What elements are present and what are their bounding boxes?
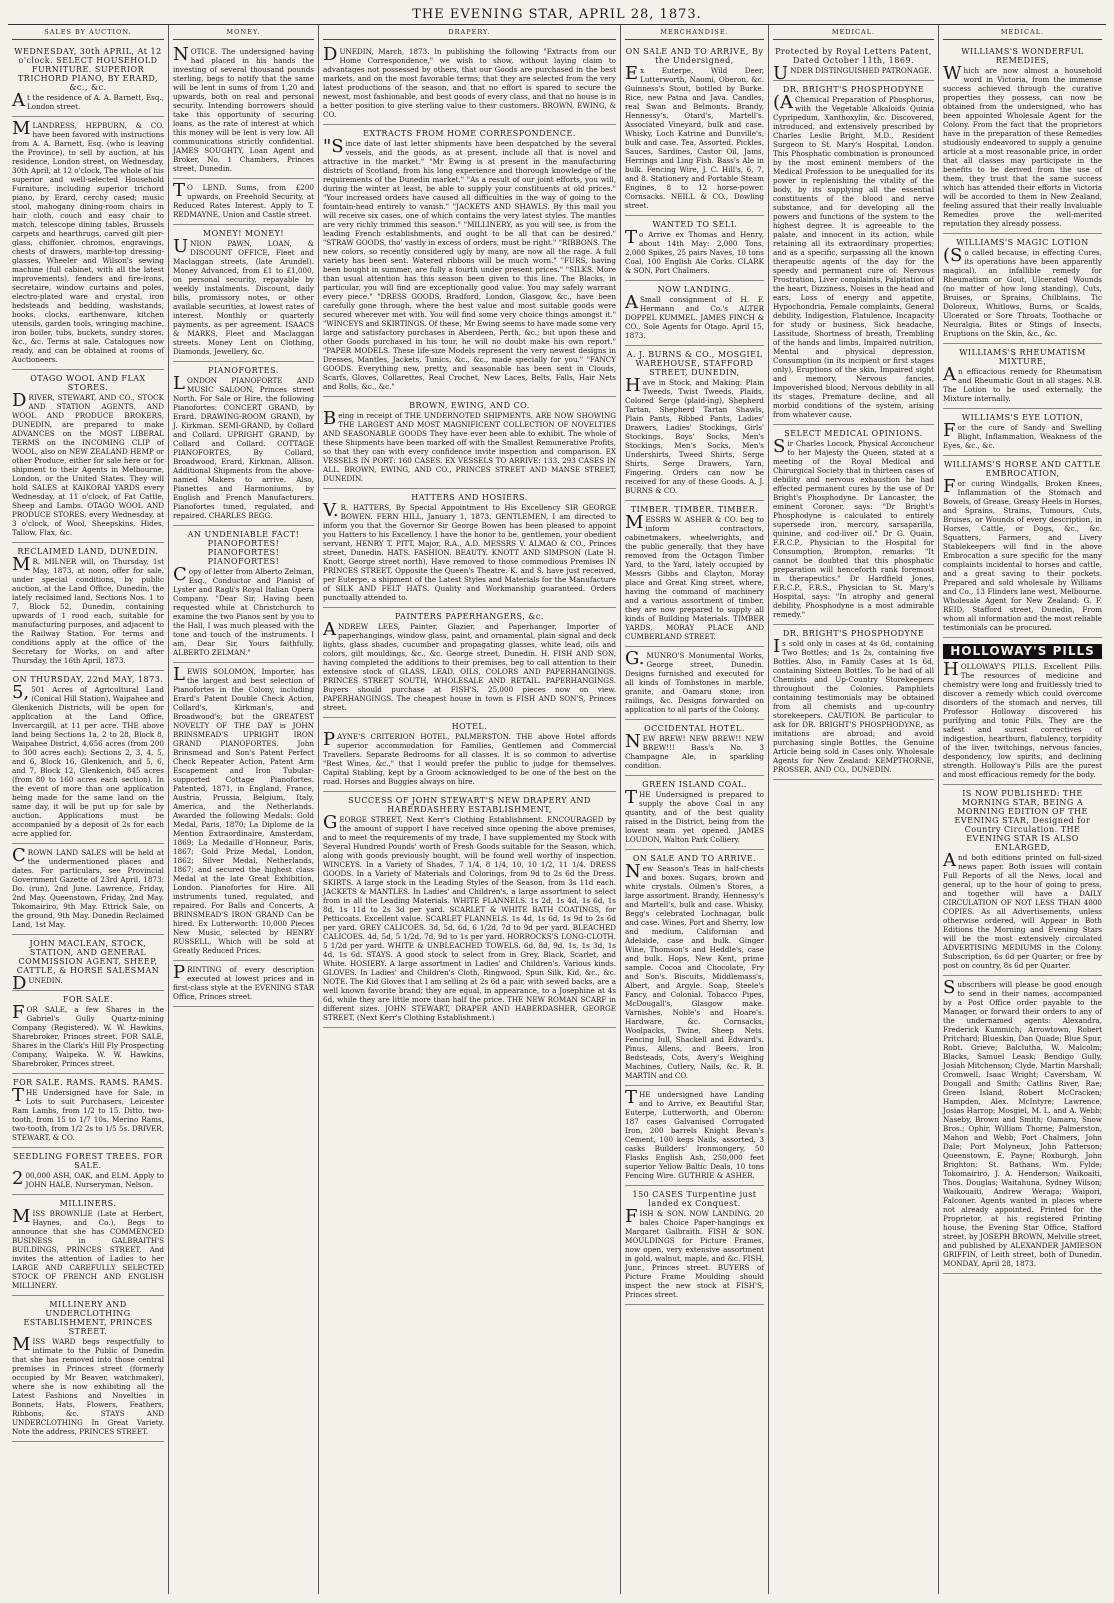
advertisement-body: NEW BREW! NEW BREW!! NEW BREW!!! Bass's No. 3 Champagne Ale, in sparkling condition.	[625, 731, 764, 770]
advertisement-body: An efficacious remedy for Rheumatism and Rheumatic Gout in all stages. N.B. The Lotion to be used externally, the Mixture internally.	[943, 364, 1102, 403]
advertisement-title: BROWN, EWING, AND CO.	[409, 401, 530, 410]
advertisement	[943, 409, 1102, 456]
advertisement-title: MILLINERY AND UNDERCLOTHING ESTABLISHMENT, PRINCES STREET.	[23, 1300, 153, 1336]
advertisement-body: DUNEDIN.	[12, 973, 63, 994]
advertisement-title: WILLIAMS'S HORSE AND CATTLE EMBROCATION,	[944, 460, 1101, 478]
advertisement-body: To Arrive ex Thomas and Henry, about 14th May: 2,000 Tons, 2,000 Spikes, 25 pairs Naves, 10 tons Coal, 100 English Ale Corks. CLARK & SON, Port Chalmers.	[625, 227, 764, 275]
advertisement-body: (AChemical Preparation of Phosphorus, with the Vegetable Alkaloids Quinia Cypripedum, Xanthoxylin, &c. Discovered, introduced, and extensively prescribed by Charles Leslie Bright, M.D., Resident Surgeon to St. Mary's Hospital, London. This Phosphatic combination is pronounced by the most eminent members of the Medical Profession to be unequalled for its power in replenishing the vitality of the body, by its supplying all the essential constituents of the blood and nerve substance, and for developing all the powers and functions of the system to the highest degree. It is agreeable to the palate, and innocent in its action, while retaining all its extraordinary properties; and as a specific, surpassing all the known therapeutic agents of the day for the speedy and permanent cure of: Nervous Prostration, Liver complaints, Palpitation of the heart, Dizziness, Noises in the head and ears, Loss of energy and appetite, Hypochondria, Female complaints, General debility, Indigestion, Flatulence, Incapacity for study or business, Sick headache, Lassitude, Shortness of breath, Trembling of the hands and limbs, Impaired nutrition, Mental and physical depression, Consumption (in its incipient or first stages only), Eruptions of the skin, Impaired sight and memory, Nervous fancies, Impoverished blood, Nervous debility in all its stages, Premature decline, and all morbid conditions of the system, arising from whatever cause.	[773, 92, 934, 419]
advertisement	[12, 991, 164, 1074]
advertisement	[943, 234, 1102, 344]
advertisement-title: WILLIAMS'S MAGIC LOTION	[956, 238, 1089, 247]
advertisement-body: FOR SALE, a few Shares in the Gabriel's Gully Quartz-mining Company (Registered). W. W. Hawkins, Sharebroker, Princes street. FOR SALE, Shares in the Clark's Hill Fly Prospecting Company, Waipeka. W. W. Hawkins, Sharebroker, Princes street.	[12, 1002, 164, 1068]
advertisement	[12, 543, 164, 671]
advertisement	[173, 663, 314, 961]
advertisement	[943, 344, 1102, 409]
advertisement	[12, 370, 164, 543]
advertisement	[173, 526, 314, 663]
advertisement-title: ON SALE AND TO ARRIVE, By the Undersigned,	[625, 47, 764, 65]
advertisement-title: WILLIAMS'S WONDERFUL REMEDIES,	[961, 47, 1084, 65]
advertisement-body: Which are now almost a household word in Victoria, from the immense success achieved through the curative properties they possess, can now be obtained from the undersigned, who has been appointed Wholesale Agent for the Colony. From the fact that the proprietors have in the preparation of these Remedies studiously endeavored to supply a genuine article at a most reasonable price, in order that all classes may participate in the benefits to be derived from the use of them, they trust that the same success which has attended their efforts in Victoria will be accorded to them in New Zealand, feeling assured that their really Invaluable Remedies prove the well-merited reputation they already possess.	[943, 63, 1102, 228]
advertisement-body: (So called because, in effecting Cures, its operations have been apparently magical), an infallible remedy for Rheumatism or Gout, Ulcerated Wounds (no matter of how long standing), Cuts, Bruises, or Sprains, Chilblains, Tic Doloreux, Whitlows, Burns, or Scalds, Ulcerated or Sore Throats, Toothache or Neuralgia, Bites or Stings of Insects, Eruptions on the Skin, &c., &c.	[943, 245, 1102, 338]
advertisement-body: Ex Euterpe, Wild Deer, Lutterworth, Naomi, Oberon, &c. Guinness's Stout, bottled by Burke. Rice, new Patna and Java. Candles, real Swan and Belmonts. Brandy, Hennessy's, Otard's, Martell's. Associated Vineyard, bulk and case. Whisky, Loch Katrine and Dunville's, bulk and case. Tea, Assorted. Pickles, Sauces, Sardines, Castor Oil, Jams, Herrings and Ling Fish. Bass's Ale in bulk. Fencing Wire, J. C. Hill's, 6, 7, and 8. Stationery and Portable Steam Engines, 8 to 12 horse-power. Cornsacks. NEILL & CO., Dowling street.	[625, 63, 764, 210]
advertisement-title: JOHN MACLEAN, STOCK, STATION, AND GENERAL COMMISSION AGENT, SHEEP, CATTLE, & HORSE SALESMAN	[16, 939, 160, 975]
advertisement	[625, 346, 764, 501]
advertisement-title: DR. BRIGHT'S PHOSPHODYNE	[782, 85, 925, 94]
advertisement	[12, 1074, 164, 1148]
advertisement-body: UNION PAWN, LOAN, & DISCOUNT OFFICE, Fleet and Maclaggan streets, (late Arundel). Money Advanced, from £1 to £1,000, on personal security, repayable by weekly instalments. Discount, daily bills, promissory notes, or other available securities, at lowest rates of interest. Monthly or quarterly payments, as per agreement. ISAACS & MARKS, Fleet and Maclaggan streets. Money Lent on Clothing, Diamonds, Jewellery, &c.	[173, 236, 314, 356]
advertisement-title: FOR SALE. RAMS. RAMS. RAMS.	[13, 1078, 163, 1087]
advertisement-title: 150 CASES Turpentine just landed ex Conquest.	[632, 1190, 757, 1208]
advertisement-title: WEDNESDAY, 30th APRIL, At 12 o'clock. SELECT HOUSEHOLD FURNITURE. SUPERIOR TRICHORD PIANO, BY ERARD, &c., &c.	[14, 47, 162, 92]
advertisement	[173, 43, 314, 179]
advertisement-body: MR. MILNER will, on Thursday, 1st May, 1873, at noon, offer for sale, under special conditions, by public auction, at the Land Office, Dunedin, the lately reclaimed land, Sections Nos. 1 to 7, Block 52, Dunedin, containing upwards of 1 rood each, suitable for manufacturing purposes, and adjacent to the Railway Station. For terms and conditions apply at the office of the Secretary for Works, on and after Thursday, the 16th April, 1873.	[12, 554, 164, 665]
advertisement-body: Subscribers will please be good enough to send in their names, accompanied by a Post Office order payable to the Manager, or forward their orders to any of the undernamed agents: Alexandra, Frederick Kummich; Arrowtown, Robert Pritchard; Blueskin, Dan Quade; Blue Spur, Robt. Grieve; Balclutha, W. Malcolm; Blacks, Samuel Leask; Bendigo Gully, Josiah Mitchenson; Clyde, Martin Marshall; Cromwell, Isaac Wright; Caversham, W. Dougall and Smith; Catlins River, Rae; Green Island, Robert McCracken; Hampden, Alex. McIntyre; Lawrence, Josias Harrop; Mosgiel, M. L. and A. Webb; Naseby, Brown and Smith; Oamaru, Snow Bros.; Ophir, William Thorne; Palmerston, Mahon and Webb; Port Chalmers, John Dale; Port Molyneux, John Patterson; Queenstown, E. Payne; Roxburgh, John Brighton; St. Bathans, Wm. Fylde; Tokomairiro, J. A. Henderson; Waikoaiti, Thos. Douglas; Waitahuna, Sydney Wilson; Waikouaiti, Andrew Weraga; Waipori, Falconer. Agents wanted in places where not already appointed. Printed for the Proprietor, at his registered Printing house, the Evening Star Office, Stafford street, by JOSEPH BROWN, Melville street, and published by ALEXANDER JAMIESON GRIFFIN, of Leith street, both of Dunedin. MONDAY, April 28, 1873.	[943, 977, 1102, 1268]
advertisement-body: Sir Charles Locock, Physical Accoucheur to her Majesty the Queen, stated at a meeting of the Royal Medical and Chirurgical Society that in thirteen cases of debility and nervous exhaustion he had effected permanent cures by the use of Dr Bright's Phosphodyne. Dr Lancaster, the eminent Coroner, says: "Dr Bright's Phosphodyne is calculated to entirely supersede iron, mercury, sarsaparilla, quinine, and cod-liver oil." Dr G. Quain, F.R.C.P., Physician to the Hospital for Consumption, Brompton, remarks: "It cannot be doubted that this phosphatic preparation will henceforth rank foremost in therapeutics." Dr Hardfield Jones, F.R.C.P., F.R.S., Physician to St. Mary's Hospital, says: "In atrophy and general debility, Phosphodyne is a most admirable remedy."	[773, 436, 934, 619]
advertisement	[173, 179, 314, 225]
advertisement	[943, 43, 1102, 234]
advertisement-body: FISH & SON. NOW LANDING. 20 bales Choice Paper-hangings ex Margaret Galbraith. FISH & SON. MOULDINGS for Picture Frames, now open, very extensive assortment in gold, walnut, maple, and &c. FISH, Junr., Princes street. BUYERS of Picture Frame Moulding should inspect the new stock at FISH'S, Princes street.	[625, 1206, 764, 1299]
advertisement-body: THE Undersigned is prepared to supply the above Coal in any quantity, and of the best quality raised in the District, being from the lowest seam yet opened. JAMES LOUDON, Walton Park Colliery.	[625, 787, 764, 844]
advertisement-body: THE undersigned have Landing and to Arrive, ex Beautiful Star, Euterpe, Lutterworth, and Oberon: 187 cases Galvanised Corrugated Iron, 200 barrels Knight Bevan's Cement, 100 kegs Nails, assorted, 3 casks Builders' Ironmongery, 50 Flasks English Ash, 250,000 feet superior Yellow Baltic Deals, 10 tons Fencing Wire. GUTHRIE & ASHER.	[625, 1087, 764, 1180]
advertisement	[625, 281, 764, 346]
advertisement-body: 5,501 Acres of Agricultural Land (Conical Hill Station), Waipahee and Glenkenich Districts, will be open for application at the Land Office, Invercargill, at 11 per acre. THE above land being Sections 1a, 2 to 28, Block 8, Waipahee District, 4,656 acres (from 200 to 300 acres each); Sections 2, 3, 4, 5, and 6, Block 16, Glenkenich, and 5, 6, and 7, Block 12, Glenkenich, 845 acres (from 80 to 160 acres each section). In the event of more than one application being made for the same land on the same day, it will be put up for sale by auction. Applications must be accompanied by a deposit of 2s for each acre applied for.	[12, 682, 164, 838]
advertisement	[323, 792, 616, 1028]
advertisement-title: WILLIAMS'S EYE LOTION,	[961, 413, 1084, 422]
advertisement-title: RECLAIMED LAND, DUNEDIN.	[17, 547, 159, 556]
advertisement	[12, 1195, 164, 1296]
advertisement-title: SUCCESS OF JOHN STEWART'S NEW DRAPERY AND HABERDASHERY ESTABLISHMENT,	[348, 796, 591, 814]
advertisement-body: V.R. HATTERS, By Special Appointment to His Excellency SIR GEORGE BOWEN. FERN HILL, January 1, 1873. GENTLEMEN, I am directed to inform you that the Governor Sir George Bowen has been pleased to appoint you Hatters to his Excellency. I have the honor to be, gentlemen, your obedient servant, HENRY T. PITT, Major, R.A., A.D. MESSRS V. ALMAO & CO., Princes street, Dunedin. HATS. FASHION. BEAUTY. KNOTT AND SIMPSON (Late H. Knott, George street north), Have removed to those commodious Premises IN PRINCES STREET, Opposite the Queen's Theatre. K. and S. have just received, per Euterpe, a shipment of the Latest Styles and Materials for the Manufacture of SILK AND FELT HATS. Quality and Workmanship guaranteed. Orders punctually attended to.	[323, 500, 616, 602]
column-heading: MEDICAL.	[943, 27, 1102, 40]
masthead: THE EVENING STAR, APRIL 28, 1873.	[412, 7, 702, 22]
advertisement-body: THE Undersigned have for Sale, in Lots to suit Purchasers, Leicester Ram Lambs, from 1/2 to 15. Ditto, two-tooth, from 15 to 1/7 10s. Merino Rams, two-tooth, from 1/2 2s to 1/5 5s. DRIVER, STEWART, & CO.	[12, 1085, 164, 1142]
advertisement-body: GEORGE STREET, Next Kerr's Clothing Establishment. ENCOURAGED by the amount of support I have received since opening the above premises, and to meet the requirements of my trade, I have supplemented my Stock with Several Hundred Pounds' worth of Fresh Goods suitable for the Season, which, along with goods previously bought, will be found well worthy of inspection. WINCEYS. In a Variety of Shades, 7 1/4, 8 1/4, 10, 10 1/2, 11 1/4. DRESS GOODS. In a Variety of Materials and Colorings, from 9d to 2s 6d the Dress. SKIRTS. A large stock in the Leading Styles of the Season, from 3s 11d each. JACKETS & MANTLES. In Ladies' and Children's, a large assortment to select from in all the Leading Materials. WHITE FLANNELS. 1s 2d, 1s 4d, 1s 6d, 1s 8d, 1s 11d to 2s 3d per yard. SCARLET & WHITE BATH COATINGS, for Petticoats. Excellent value. SCARLET FLANNELS. 1s 4d, 1s 6d, 1s 9d to 2s 6d per yard. GREY CALICOES. 3d, 5d, 6d, 6 1/2d, 7d to 9d per yard. BLEACHED CALICOES. 4d, 5d, 5 1/2d, 7d, 9d to 1s per yard. HORROCKS'S LONG-CLOTH. 5 1/2d per yard. WHITE & UNBLEACHED TOWELS. 6d, 8d, 9d, 1s, 1s 3d, 1s 4d, 1s 6d. STAYS. A good stock to select from in Grey, Black, Scarlet, and White. HOSIERY. A large assortment in Ladies' and Children's. Various kinds. GLOVES. In Ladies' and Children's Cloth, Ringwood, Spun Silk, Kid, &c., &c. NOTE. The Kid Gloves that I am selling at 2s 6d a pair, with sewed backs, are a well known favorite brand; they are equal, in appearance, to a Josephine at 4s 6d, while they are little more than half the price. THE NEW ROMAN SCARF in different sizes. JOHN STEWART, DRAPER AND HABERDASHER, GEORGE STREET, (Next Kerr's Clothing Establishment.)	[323, 812, 616, 1022]
advertisement-body: CROWN LAND SALES will be held at the undermentioned places and dates. For particulars, see Provincial Government Gazette of 23rd April, 1873: Do. (run), 2nd June. Lawrence, Friday, 2nd May. Queenstown, Friday, 2nd May. Tokomairiro, 9th May. Ettrick Sale, on the ground, 9th May. Dunedin Reclaimed Land, 1st May.	[12, 845, 164, 929]
advertisement-body: 200,000 ASH, OAK, and ELM. Apply to JOHN HALE, Nurseryman, Nelson.	[12, 1168, 164, 1189]
advertisement-body: ASmall consignment of H. F. Hermann and Co.'s ALTER DOPPEL KUMMEL. JAMES FINCH & CO., Sole Agents for Otago. April 15, 1873.	[625, 292, 764, 340]
advertisement	[943, 456, 1102, 638]
advertisement	[943, 976, 1102, 1274]
advertisement-body: New Season's Teas in half-chests and boxes. Sugars, brown and white crystals. Oilmen's Stores, a large assortment. Brandy, Hennessy's and Martell's, bulk and case. Whisky, Begg's celebrated Lochnagar, bulk and case. Wines, Port and Sherry, low and medium, Californian and Adelaide, case and bulk. Ginger Wine, Thomson's and Heddle's, case and bulk. Hops, New Kent, prime sample. Cocoa and Chocolate, Fry and Son's. Biscuits, Middlemass's, Albert, and Argyle. Soap, Steele's Fancy, and Colonial. Tobacco Pipes, McDougall's, Glasgow make. Varnishes, Noble's and Hoare's. Hardware, &c. Cornsacks, Woolpacks, Twine, Sheep Nets. Fencing Iull, Shackell and Edward's. Pinus, Allens, and Beers. Iron Bedsteads, Cots, Avery's Weighing Machines, Cutlery, Nails, &c. R. B. MARTIN and CO.	[625, 861, 764, 1080]
column-merchandise	[620, 25, 768, 1594]
column-medical-left	[768, 25, 938, 1594]
advertisement-body: Is sold only in cases at 4s 6d, containing Two Bottles; and 1s 2s, containing five Bottles. Also, in Family Cases at 1s 6d, containing Sixteen Bottles. To be had of all Chemists and Up-Country Storekeepers throughout the Colonies. Pamphlets containing testimonials may be obtained from all chemists and up-country storekeepers. CAUTION. Be particular to ask for DR. BRIGHT'S PHOSPHODYNE, as imitations are abroad; and avoid purchasing single Bottles, the Genuine Article being sold in Cases only. Wholesale Agents for New Zealand: KEMPTHORNE, PROSSER, AND CO., DUNEDIN.	[773, 636, 934, 774]
advertisement	[625, 720, 764, 776]
columns-container	[8, 24, 1106, 1594]
advertisement-body: MLANDRESS, HEPBURN, & CO. have been favored with instructions from A. A. Barnett, Esq. (who is leaving the Province), to sell by auction, at his residence, London street, on Wednesday, 30th April, at 12 o'clock, The whole of his superior and well-selected Household Furniture, including superior trichord piano, by Erard, cerchy cased; music stool, mahogany dining-room chairs in hair cloth, couch and easy chair to match, telescope dining tables, Brussels carpets and hearthrugs, carved gilt pier-glass, chiffonier, chromos, engravings, chests of drawers, marble-top dressing-glasses, Wheeler and Wilson's sewing machine (full cabinet, with all the latest improvements), fenders and fire-irons, secretaire, window curtains and poles, electro-plated ware and crystal, iron bedsteads and bedding, washstands, books, clocks, earthenware, kitchen utensils, garden tools, wringing machine, iron boiler, tubs, buckets, sundry stores, &c., &c. Terms at sale. Catalogues now ready, and can be obtained at rooms of Auctioneers.	[12, 118, 164, 364]
advertisement	[625, 850, 764, 1086]
advertisement-banner: HOLLOWAY'S PILLS	[943, 644, 1102, 659]
advertisement-body: TO LEND. Sums, from £200 upwards, on Freehold Security, at Reduced Rates Interest. Apply to T. REDMAYNE, Union and Castle street.	[173, 180, 314, 219]
advertisement-body: "Since date of last letter shipments have been despatched by the several vessels, and the goods, as at present, include all that is novel and attractive in the market." "Mr Ewing is at present in the manufacturing districts of Scotland, from his long experience and thorough knowledge of the requirements of the Dunedin market." "As a result of our joint efforts, you will, during the winter at least, be able to supply your constituents at old prices." "Your increased orders have caused all difficulties in the way of going to the fountain-head entirely to vanish." "JACKETS AND SHAWLS. By this mail you will receive six cases, one of which contains the very latest styles. The mantles are very richly trimmed this season." "MILLINERY, as you will see, is from the leading French establishments, and ought to be all that can be desired." "STRAW GOODS, tho' vastly in excess of orders, must be right." "RIBBONS. The new colors, so recently considered ugly by many, are now all the rage. A full variety has been sent. Watered ribbons will be much worn." "FURS, having been bought in summer, are fully a fourth under present prices." "SILKS. More than usual attention has this season been given to this line. The Blacks, in particular, you will find are exceptionally good value. You may safely warrant every piece." "DRESS GOODS, Bradford, London, Glasgow, &c., have been carefully gone through, where the best value and most suitable goods were secured wherever met with. You will find some very choice things amongst it." "WINCEYS and SKIRTINGS. Of these, Mr Ewing seems to have made some very large and satisfactory purchases in Aberdeen, Perth, &c.; but upon these and other Goods purchased in his tour, he will no doubt make his own report." "PAPER MODELS. These life-size Models represent the very newest designs in Dresses, Mantles, Jackets, Tunics, &c., &c., made specially for you." "FANCY GOODS. Everything new, pretty, and seasonable has been sent in Clouds, Scarfs, Gloves, Collarettes, Real Crochet, New Laces, Belts, Falls, Hair Nets and Rolls, &c., &c."	[323, 136, 616, 391]
advertisement-body: LEWIS SOLOMON, Importer, has the largest and best selection of Pianofortes in the Colony, including Erard's Patent Double Check Action, Collard's, Kirkman's, and Broadwood's; but the GREATEST NOVELTY OF THE DAY is JOHN BRINSMEAD'S UPRIGHT IRON GRAND PIANOFORTES. John Brinsmead and Son's Patent Perfect Check Repeater Action, Patent Arm Escapement and Iron Tubular-supported Cottage Pianofortes. Patented, 1871, in England, France, Austria, Prussia, Belgium, Italy, America, and the Netherlands. Awarded the following Medals: Gold Medal, Paris, 1870; La Diplome de la Mention Extraordinaire, Amsterdam, 1869; La Medaille d'Honneur, Paris, 1867; Gold Prize Medal, London, 1862; Silver Medal, Netherlands, 1867; and secured the highest class Medal at the late Great Exhibition, London. Pianofortes for Hire. All instruments tuned, regulated, and repaired. For Balls and Concerts, A BRINSMEAD'S IRON GRAND Can be hired. Ex Lutterworth: 10,000 Pieces New Music, selected by HENRY RUSSELL, Which will be sold at Greatly Reduced Prices.	[173, 664, 314, 955]
advertisement	[773, 625, 934, 780]
advertisement-title: TIMBER. TIMBER. TIMBER.	[630, 505, 759, 514]
advertisement-body: ANDREW LEES, Painter, Glazier, and Paperhanger, Importer of paperhangings, window glass, paint, and ornamental, plain signal and deck lights, glass shades, cucumber and propagating glasses, white lead, oils and colors, gilt mouldings, &c., &c. George street, Dunedin. H. FISH AND SON, having completed the additions to their premises, beg to call attention to their extensive stock of GLASS, LEAD, OILS, COLORS AND PAPERHANGINGS. PRINCES STREET SOUTH, WHOLESALE AND RETAIL. PAPERHANGINGS. Buyers should purchase at FISH'S. 25,000 pieces now on view. PAPERHANGINGS. The cheapest house in town is FISH AND SON'S, Princes street.	[323, 619, 616, 712]
advertisement	[12, 1148, 164, 1195]
advertisement-title: EXTRACTS FROM HOME CORRESPONDENCE.	[363, 129, 576, 138]
advertisement-title: SELECT MEDICAL OPINIONS.	[784, 429, 923, 438]
advertisement-body: PAYNE'S CRITERION HOTEL, PALMERSTON. THE above Hotel affords superior accommodation for Families, Gentlemen and Commercial Travellers. Separate Bedrooms for all classes. It is so common to advertise "Best Wines, &c.," that I would prefer the public to judge for themselves. Capital Stabling, kept by a Groom acknowledged to be one of the best on the road. Horses and Buggies always on hire.	[323, 729, 616, 786]
advertisement	[625, 43, 764, 216]
advertisement	[173, 961, 314, 1007]
advertisement-title: ON THURSDAY, 22nd MAY, 1873.	[12, 675, 164, 684]
advertisement	[173, 225, 314, 362]
advertisement-body: And both editions printed on full-sized news paper. Both issues will contain Full Reports of all the News, local and general, up to the hour of going to press, and together will have a DAILY CIRCULATION OF NOT LESS THAN 4000 COPIES. As all Advertisements, unless otherwise ordered, will Appear in Both Editions the Morning and Evening Stars will be the most extensively circulated ADVERTISING MEDIUMS in the Colony. Subscription, 6s 6d per Quarter; or free by post on country, 8s 6d per Quarter.	[943, 850, 1102, 970]
advertisement-body: Being in receipt of THE UNDERNOTED SHIPMENTS, ARE NOW SHOWING THE LARGEST AND MOST MAGNIFICENT COLLECTION OF NOVELTIES AND SEASONABLE GOODS They have ever been able to exhibit. The whole of these Shipments have been marked off with the Smallest Remunerative Profits, so that they can with every confidence invite inspection and comparison. EX VESSELS IN PORT: 160 CASES. EX VESSELS TO ARRIVE: 133. 293 CASES IN ALL. BROWN, EWING, AND CO., PRINCES STREET AND MANSE STREET, DUNEDIN.	[323, 408, 616, 483]
advertisement	[625, 1086, 764, 1186]
advertisement	[173, 362, 314, 526]
advertisement-title: MILLINERS.	[59, 1199, 117, 1208]
advertisement-title: WILLIAMS'S RHEUMATISM MIXTURE,	[959, 348, 1086, 366]
advertisement	[323, 608, 616, 718]
advertisement	[625, 776, 764, 850]
advertisement-body: For the cure of Sandy and Swelling Blight, Inflammation, Weakness of the Eyes, &c., &c.	[943, 420, 1102, 450]
advertisement	[323, 43, 616, 125]
advertisement-title: GREEN ISLAND COAL.	[642, 780, 747, 789]
advertisement-title: NOW LANDING.	[657, 285, 732, 294]
advertisement-body: NOTICE. The undersigned having had placed in his hands the investing of several thousand pounds sterling, begs to notify that the same will be lent in sums of from 1,20 and upwards, both on real and personal security. Intending borrowers should take this opportunity of securing loans, as the rate of interest at which this money will be lent is very low. All communications strictly confidential. JAMES SOUGHTY, Loan Agent and Broker, No. 1 Chambers, Princes street, Dunedin.	[173, 44, 314, 173]
advertisement-body: DUNEDIN, March, 1873. In publishing the following "Extracts from our Home Correspondence," we wish to show, without laying claim to advantages not possessed by others, that our Goods are purchased in the best markets, and on the most favorable terms; that they are selected from the very latest productions of the season, and that no effort is spared to secure the newest, most fashionable, and best goods of every class, and that no house is in a better position to give sterling value to their customers. BROWN, EWING, & CO.	[323, 44, 616, 119]
advertisement	[12, 671, 164, 844]
advertisement-body: G.MUNRO'S Monumental Works, George street, Dunedin. Designs furnished and executed for all kinds of Tombstones in marble, granite, and Oamaru stone; iron railings, &c. Designs forwarded on application to all parts of the Colony.	[625, 648, 764, 714]
column-heading: SALES BY AUCTION.	[12, 27, 164, 40]
advertisement-title: IS NOW PUBLISHED: THE MORNING STAR, BEING A MORNING EDITION OF THE EVENING STAR, Designed for Country Circulation. THE EVENING STAR IS ALSO ENLARGED,	[954, 789, 1091, 852]
advertisement-body: Copy of letter from Alberto Zelman, Esq., Conductor and Pianist of Lyster and Ragli's Royal Italian Opera Company. "Dear Sir, Having been requested while at Christchurch to examine the two Pianos sent by you to the Hall, I was much pleased with the tone and touch of the instruments. I am, Dear Sir, Yours faithfully, ALBERTO ZELMAN."	[173, 564, 314, 657]
advertisement	[12, 844, 164, 935]
advertisement	[773, 81, 934, 425]
advertisement	[323, 489, 616, 608]
advertisement-title: OCCIDENTAL HOTEL.	[644, 724, 745, 733]
advertisement	[625, 1186, 764, 1305]
advertisement-title: AN UNDENIABLE FACT! PIANOFORTES! PIANOFORTES! PIANOFORTES!	[187, 530, 300, 566]
advertisement-title: FOR SALE.	[62, 995, 114, 1004]
advertisement-body: HOLLOWAY'S PILLS. Excellent Pills. The resources of medicine and chemistry were long and fruitlessly tried to discover a remedy which could overcome disorders of the stomach and nerves, till Professor Holloway discovered his purifying and tonic Pills. They are the safest and surest correctives of indigestion, heartburn, flatulency, torpidity of the liver, twitchings, nervous fancies, despondency, low spirits, and declining strength. Holloway's Pills are the purest and most efficacious remedy for the body.	[943, 659, 1102, 779]
advertisement-title: OTAGO WOOL AND FLAX STORES.	[30, 374, 146, 392]
advertisement-title: WANTED TO SELL	[652, 220, 737, 229]
advertisement	[12, 43, 164, 117]
advertisement-body: LONDON PIANOFORTE AND MUSIC SALOON, Princes street North. For Sale or Hire, the following Pianofortes: CONCERT GRAND, by Erard. DRAWING-ROOM GRAND, by J. Kirkman. SEMI-GRAND, by Collard and Collard. UPRIGHT GRAND, by Collard and Collard. COTTAGE PIANOFORTES, By Collard, Broadwood, Erard, Kirkman, Allison. Additional Shipments from the above-named Makers to arrive. Also, Pianettes and Harmoniums, by English and French Manufacturers. Pianofortes tuned, regulated, and repaired. CHARLES BEGG.	[173, 373, 314, 520]
advertisement-body: PRINTING of every description executed at lowest prices and in first-class style at the EVENING STAR Office, Princes street.	[173, 962, 314, 1001]
advertisement	[943, 785, 1102, 976]
advertisement-body: MISS WARD begs respectfully to intimate to the Public of Dunedin that she has removed into those central premises in Princes street (formerly occupied by Mr Beaver, watchmaker), where she is now exhibiting all the Latest Fashions and Novelties in Bonnets, Hats, Flowers, Feathers, Ribbons, &c. STAYS AND UNDERCLOTHING In Great Variety. Note the address, PRINCES STREET.	[12, 1334, 164, 1436]
advertisement-title: A. J. BURNS & CO., MOSGIEL WAREHOUSE, STAFFORD STREET, DUNEDIN,	[626, 350, 763, 377]
advertisement-body: At the residence of A. A. Barnett, Esq., London street.	[12, 90, 164, 111]
advertisement-title: PAINTERS PAPERHANGERS, &c.	[395, 612, 544, 621]
advertisement	[12, 117, 164, 370]
advertisement	[12, 1296, 164, 1442]
column-heading: MERCHANDISE.	[625, 27, 764, 40]
column-sales-by-auction	[8, 25, 168, 1594]
column-money	[168, 25, 318, 1594]
column-drapery	[318, 25, 620, 1594]
advertisement-body: DRIVER, STEWART, AND CO., STOCK AND STATION AGENTS, AND WOOL AND PRODUCE BROKERS, DUNEDIN, are prepared to make ADVANCES on the MOST LIBERAL TERMS on the INCOMING CLIP of WOOL, also on NEW ZEALAND HEMP or other Produce, either for sale here or for shipment to their Agents in Melbourne, London, or the United States. They will hold SALES at KAIKORAI YARDS every Wednesday, at 11 o'clock, of Fat Cattle, Sheep and Lambs. OTAGO WOOL AND PRODUCE STORES, every Wednesday, at 3 o'clock, of Wool, Sheepskins, Hides, Tallow, Flax, &c.	[12, 390, 164, 537]
advertisement	[625, 216, 764, 281]
advertisement-body: For curing Windgalls, Broken Knees, Inflammation of the Stomach and Bowels, of Grease, Greasy Heels in Horses, and Sprains, Strains, Tumours, Cuts, Bruises, or Wounds of every description, in Horses, Cattle, or Dogs, &c., &c. Squatters, Farmers, and Livery Stablekeepers will find in the above Embrocation a sure specific for the many complaints incidental to horses and cattle, and a great saving to their pockets. Prepared and sold wholesale by Williams and Co., 13 Flinders lane west, Melbourne. Wholesale Agent for New Zealand: G. F. REID, Stafford street, Dunedin, From whom all information and the most reliable testimonials can be procured.	[943, 476, 1102, 632]
column-heading: DRAPERY.	[323, 27, 616, 40]
advertisement-body: Have in Stock, and Making: Plain Tweeds, Twist Tweeds, Plaids, Colored Serge (plaid-ing), Shepherd Tartan, Shepherd Tartan Shawls, Plain Pants, Ribbed Pants, Ladies' Drawers, Ladies' Stockings, Girls' Stockings, Boys' Socks, Men's Stockings, Men's Socks, Men's Undershirts, Tweed Shirts, Serge Shirts, Serge Drawers, Yarn, Fingering. Orders can now be received for any of these Goods. A. J. BURNS & CO.	[625, 375, 764, 495]
advertisement-title: SEEDLING FOREST TREES. FOR SALE.	[13, 1152, 163, 1170]
advertisement-title: Protected by Royal Letters Patent, Dated October 11th, 1869.	[775, 47, 932, 65]
advertisement-body: MESSRS W. ASHER & CO. beg to inform contractors, cabinetmakers, wheelwrights, and the public generally, that they have removed from the Octagon Timber Yard, to the Yard, lately occupied by Messrs Gibbs and Clayton, Moray place and Great King street, where, having the command of machinery and a various assortment of timber, they are now prepared to supply all kinds of Building Materials. TIMBER YARDS, MORAY PLACE AND CUMBERLAND STREET.	[625, 512, 764, 641]
advertisement	[323, 125, 616, 397]
advertisement-title: DR. BRIGHT'S PHOSPHODYNE	[782, 629, 925, 638]
advertisement-body: UNDER DISTINGUISHED PATRONAGE.	[773, 63, 932, 84]
advertisement-title: PIANOFORTES.	[208, 366, 279, 375]
advertisement-title: HATTERS AND HOSIERS.	[411, 493, 528, 502]
advertisement	[773, 425, 934, 625]
advertisement-title: MONEY! MONEY!	[202, 229, 285, 238]
advertisement-title: ON SALE AND TO ARRIVE.	[632, 854, 757, 863]
column-heading: MONEY.	[173, 27, 314, 40]
column-heading: MEDICAL.	[773, 27, 934, 40]
advertisement	[773, 43, 934, 84]
advertisement	[323, 718, 616, 792]
advertisement-title: HOTEL.	[451, 722, 488, 731]
advertisement	[943, 638, 1102, 785]
advertisement	[12, 935, 164, 994]
column-medical-right	[938, 25, 1106, 1594]
advertisement-body: MISS BROWNLIE (Late at Herbert, Haynes, and Co.), Begs to announce that she has COMMENCED BUSINESS in GALBRAITH'S BUILDINGS, PRINCES STREET, And invites the attention of Ladies to her LARGE AND CAREFULLY SELECTED STOCK OF FRENCH AND ENGLISH MILLINERY.	[12, 1206, 164, 1290]
advertisement	[323, 397, 616, 489]
advertisement	[625, 647, 764, 720]
advertisement	[625, 501, 764, 647]
